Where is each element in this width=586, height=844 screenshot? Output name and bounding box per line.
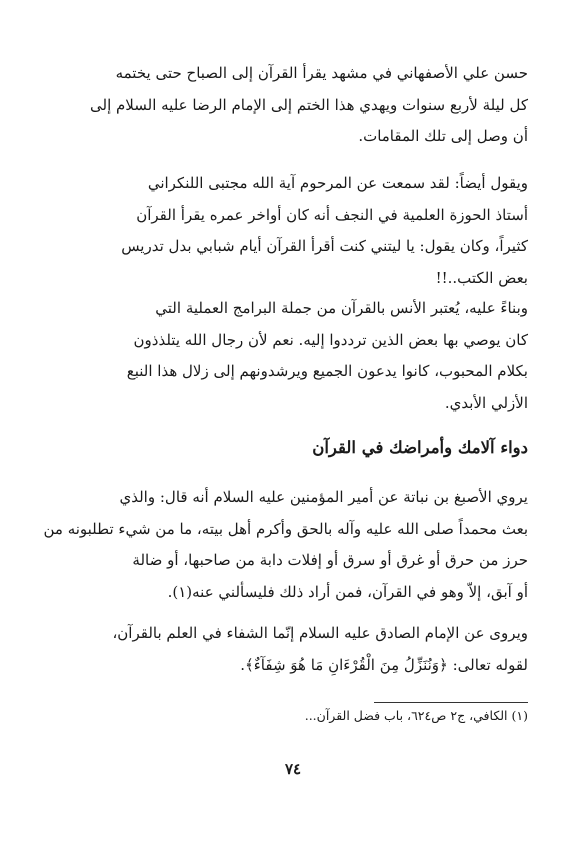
page-number: ٧٤ bbox=[284, 760, 302, 778]
text-line: أن وصل إلى تلك المقامات. bbox=[358, 127, 528, 145]
text-line: الأزلي الأبدي. bbox=[444, 393, 528, 412]
footnote-divider bbox=[374, 702, 528, 703]
paragraph-2 bbox=[60, 168, 528, 294]
text-line: كثيراً، وكان يقول: يا ليتني كنت أقرأ القرآن أيام شبابي بدل تدريس bbox=[121, 237, 528, 255]
text-line: وبناءً عليه، يُعتبر الأنس بالقرآن من جملة البرامج العملية التي bbox=[155, 299, 528, 317]
text-line: بكلام المحبوب، كانوا يدعون الجميع ويرشدونهم إلى زلال هذا النبع bbox=[126, 362, 528, 380]
text-line: أو آبق، إلاّ وهو في القرآن، فمن أراد ذلك فليسألني عنه(١). bbox=[167, 582, 528, 601]
paragraph-1 bbox=[60, 58, 528, 153]
text-line: أستاذ الحوزة العلمية في النجف أنه كان أواخر عمره يقرأ القرآن bbox=[136, 205, 528, 224]
text-line: ويقول أيضاً: لقد سمعت عن المرحوم آية الله مجتبى اللنكراني bbox=[147, 174, 528, 192]
text-line: حسن علي الأصفهاني في مشهد يقرأ القرآن إلى الصباح حتى يختمه bbox=[115, 64, 528, 82]
text-line: لقوله تعالى: ﴿وَنُنَزِّلُ مِنَ الْقُرْءَانِ مَا هُوَ شِفَآءٌ﴾. bbox=[240, 655, 528, 674]
paragraph-5 bbox=[60, 618, 528, 681]
text-line: بعض الكتب..!! bbox=[435, 268, 528, 287]
text-line: ويروى عن الإمام الصادق عليه السلام إنّما الشفاء في العلم بالقرآن، bbox=[112, 624, 528, 642]
text-line: يروي الأصبغ بن نباتة عن أمير المؤمنين عليه السلام أنه قال: والذي bbox=[119, 488, 528, 506]
paragraph-3 bbox=[60, 293, 528, 419]
paragraph-4 bbox=[43, 482, 528, 608]
text-line: كل ليلة لأربع سنوات ويهدي هذا الختم إلى الإمام الرضا عليه السلام إلى bbox=[90, 95, 528, 114]
footnote: (١) الكافي، ج٢ ص٦٢٤، باب فضل القرآن... bbox=[304, 708, 528, 723]
section-heading: دواء آلامك وأمراضك في القرآن bbox=[312, 438, 528, 457]
text-line: كان يوصي بها بعض الذين ترددوا إليه. نعم لأن رجال الله يتلذذون bbox=[133, 330, 528, 349]
text-line: حرز من حرق أو غرق أو سرق أو إفلات دابة من صاحبها، أو ضالة bbox=[132, 551, 528, 569]
text-line: بعث محمداً صلى الله عليه وآله بالحق وأكرم أهل بيته، ما من شيء تطلبونه من bbox=[43, 519, 528, 538]
